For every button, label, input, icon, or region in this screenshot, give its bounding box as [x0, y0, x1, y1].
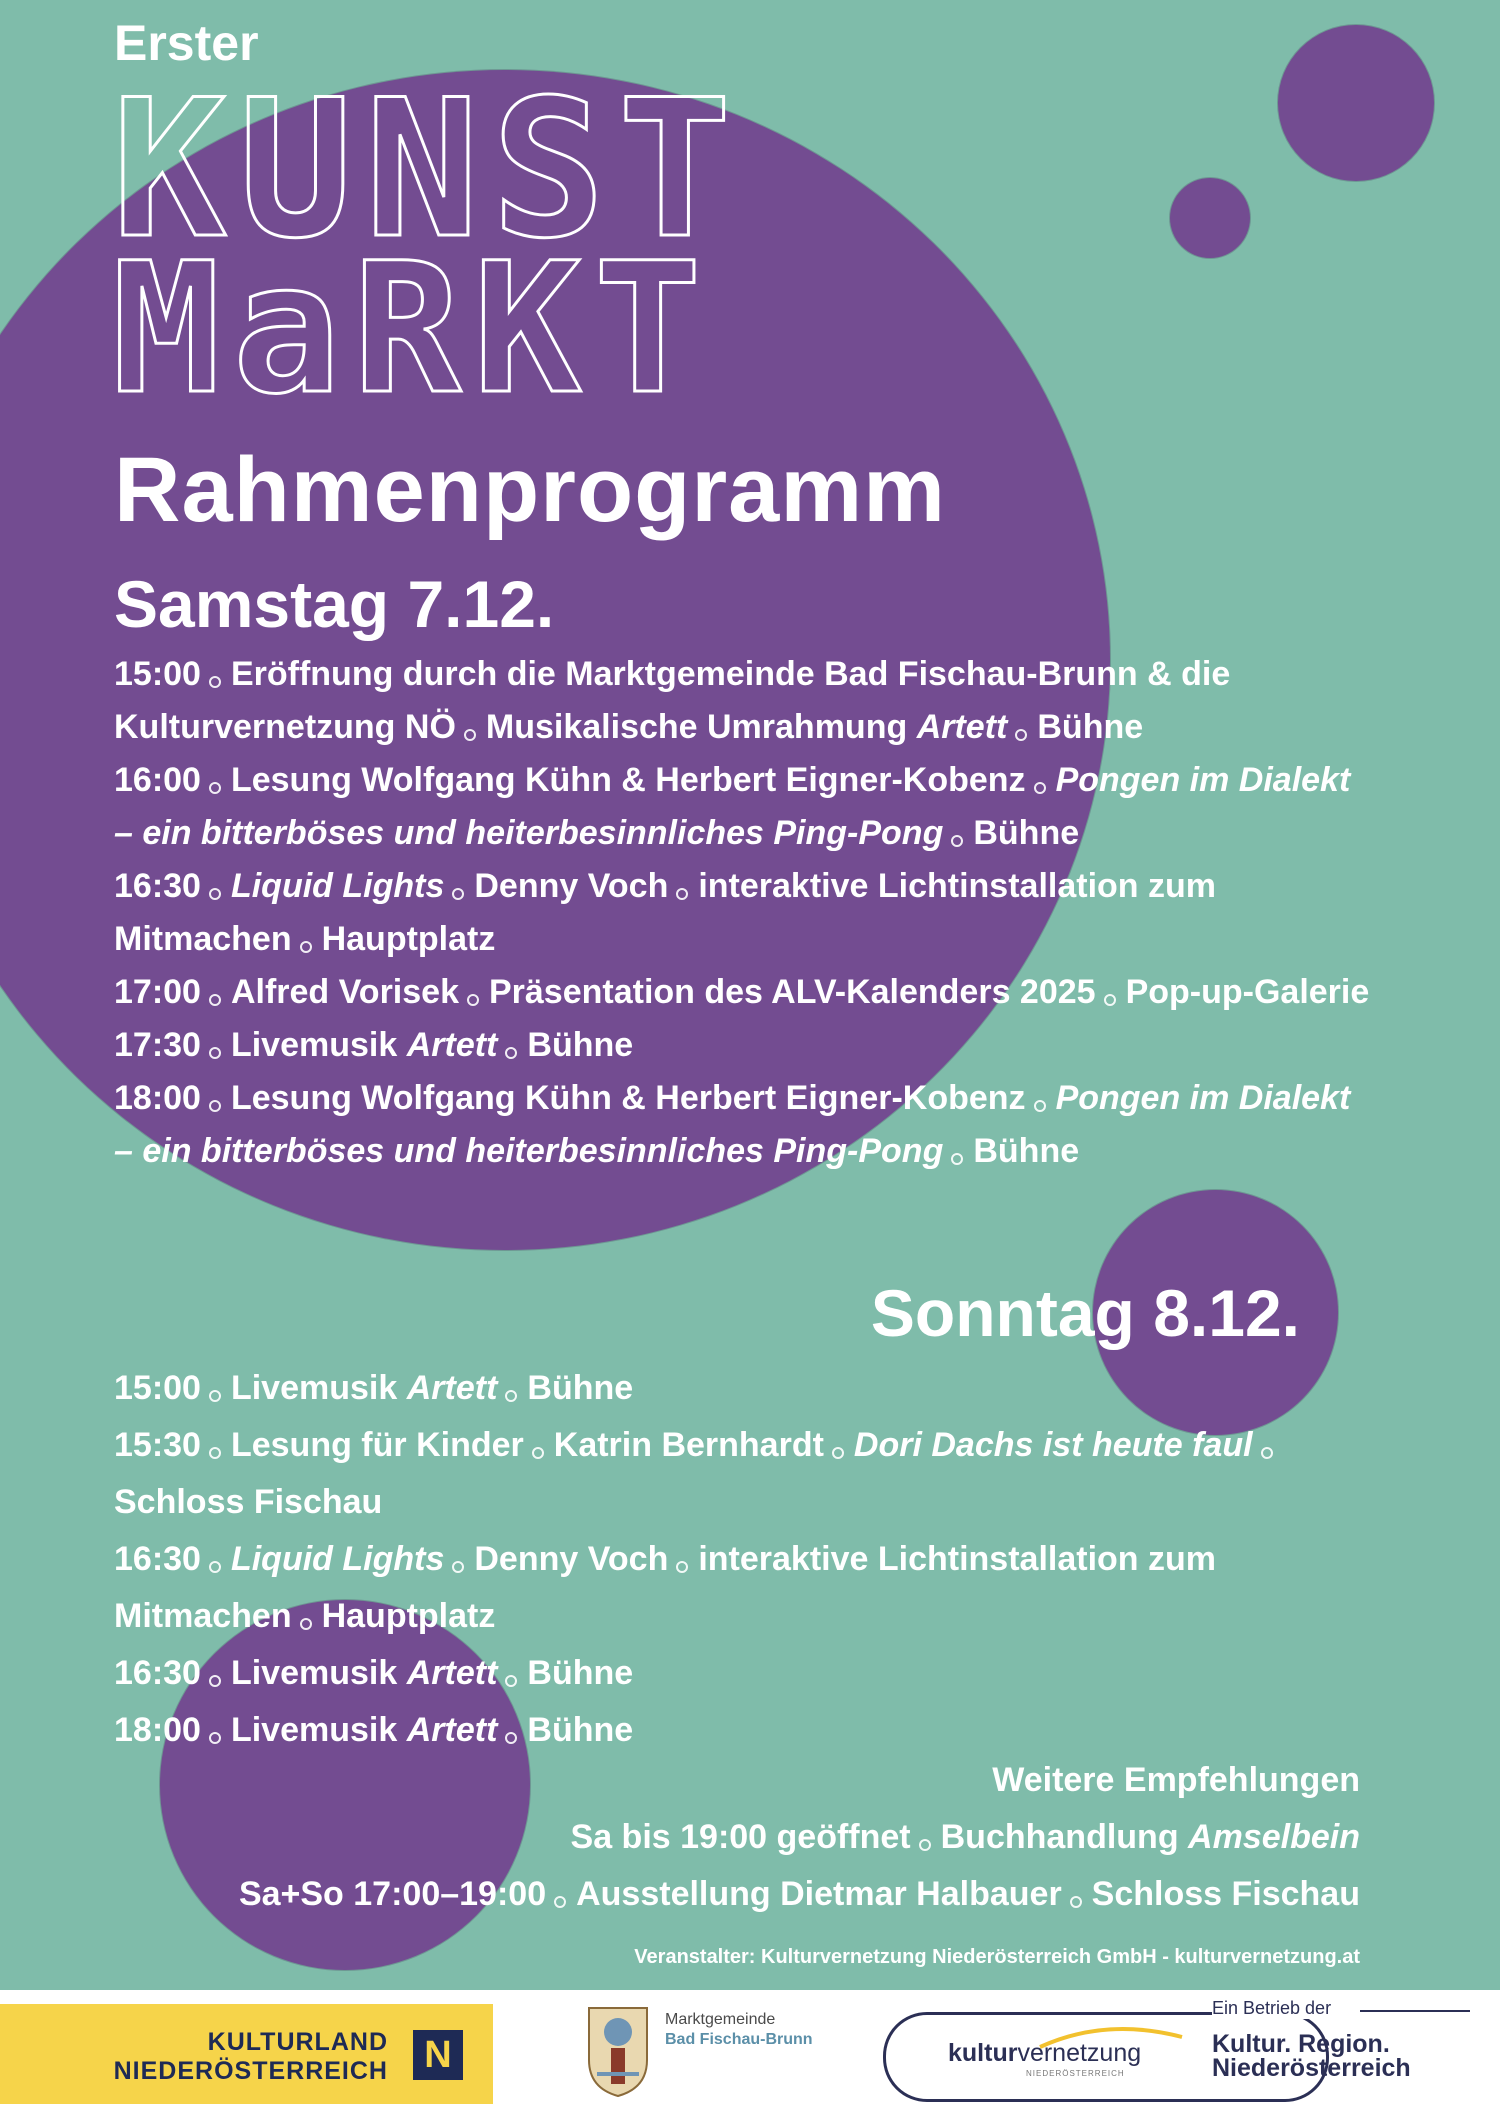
item-text: Lesung für Kinder: [230, 1426, 524, 1464]
separator-dot-icon: [209, 782, 221, 794]
separator-dot-icon: [951, 835, 963, 847]
separator-dot-icon: [209, 994, 221, 1006]
saturday-heading: Samstag 7.12.: [114, 567, 555, 641]
kv-bold: kultur: [948, 2039, 1018, 2067]
kr-line1: Kultur. Region.: [1212, 2030, 1390, 2058]
item-text: interaktive Lichtinstallation zum Mitmachen: [114, 867, 1216, 958]
marktgemeinde-logo-text: [665, 2010, 813, 2050]
item-place: Schloss Fischau: [114, 1483, 383, 1521]
separator-dot-icon: [1261, 1447, 1273, 1459]
item-place: Bühne: [527, 1654, 634, 1692]
program-item: [114, 648, 1374, 754]
separator-dot-icon: [1015, 729, 1027, 741]
item-title: Artett: [916, 708, 1008, 746]
separator-dot-icon: [1034, 782, 1046, 794]
item-text: Livemusik: [230, 1369, 398, 1407]
item-time: 16:00: [114, 761, 201, 799]
item-text: Denny Voch: [474, 867, 669, 905]
separator-dot-icon: [300, 941, 312, 953]
separator-dot-icon: [532, 1447, 544, 1459]
separator-dot-icon: [300, 1618, 312, 1630]
item-title: Artett: [406, 1369, 498, 1407]
separator-dot-icon: [919, 1839, 931, 1851]
kulturvernetzung-wordmark: [948, 2039, 1141, 2068]
recommendation-item: [239, 1866, 1360, 1923]
recommendation-place: Schloss Fischau: [1091, 1875, 1360, 1913]
item-time: 18:00: [114, 1711, 201, 1749]
recommendations-title: Weitere Empfehlungen: [992, 1761, 1360, 1799]
noe-badge-icon: N: [413, 2030, 463, 2080]
item-title: Artett: [406, 1026, 498, 1064]
item-time: 15:00: [114, 655, 201, 693]
separator-dot-icon: [209, 676, 221, 688]
item-place: Bühne: [527, 1369, 634, 1407]
item-title: Artett: [406, 1654, 498, 1692]
title-kunst: KUNST: [112, 59, 744, 280]
separator-dot-icon: [209, 1047, 221, 1059]
item-title: Pongen im Dialekt – ein bitterböses und heiterbesinnliches Ping-Pong: [114, 1079, 1351, 1170]
recommendation-text: Buchhandlung: [940, 1818, 1179, 1856]
separator-dot-icon: [554, 1896, 566, 1908]
program-item: [114, 860, 1374, 966]
kv-sub: NIEDERÖSTERREICH: [1026, 2069, 1125, 2078]
kulturland-logo: [0, 2004, 493, 2104]
item-text: Präsentation des ALV-Kalenders 2025: [488, 973, 1096, 1011]
title-markt: MaRKT: [112, 225, 714, 434]
betrieb-label: Ein Betrieb der: [1212, 1998, 1335, 2019]
recommendation-text: Sa+So 17:00–19:00: [238, 1875, 547, 1913]
item-text: Lesung Wolfgang Kühn & Herbert Eigner-Kobenz: [230, 761, 1026, 799]
recommendation-text: Sa bis 19:00 geöffnet: [570, 1818, 911, 1856]
item-text: Eröffnung durch die Marktgemeinde Bad Fischau-Brunn & die Kulturvernetzung NÖ: [114, 655, 1231, 746]
item-place: Bühne: [1037, 708, 1144, 746]
item-place: Pop-up-Galerie: [1125, 973, 1370, 1011]
item-title: Liquid Lights: [230, 867, 445, 905]
separator-dot-icon: [676, 1561, 688, 1573]
kulturland-wordmark: [114, 2028, 388, 2086]
sunday-program: [114, 1360, 1374, 1759]
separator-dot-icon: [209, 1561, 221, 1573]
separator-dot-icon: [452, 888, 464, 900]
item-text: interaktive Lichtinstallation zum Mitmachen: [114, 1540, 1216, 1635]
separator-dot-icon: [1034, 1100, 1046, 1112]
item-place: Hauptplatz: [321, 920, 496, 958]
program-item: [114, 1531, 1374, 1645]
program-item: [114, 1019, 1374, 1072]
page-title: Rahmenprogramm: [114, 439, 946, 541]
background-circle-small: [1170, 178, 1250, 258]
item-time: 15:00: [114, 1369, 201, 1407]
mg-line2: Bad Fischau-Brunn: [665, 2031, 813, 2048]
item-title: Artett: [406, 1711, 498, 1749]
program-item: [114, 1702, 1374, 1759]
item-title: Pongen im Dialekt – ein bitterböses und heiterbesinnliches Ping-Pong: [114, 761, 1351, 852]
item-time: 17:30: [114, 1026, 201, 1064]
kulturland-line2: NIEDERÖSTERREICH: [113, 2057, 388, 2085]
program-item: [114, 754, 1374, 860]
recommendations: [239, 1752, 1360, 1923]
separator-dot-icon: [209, 888, 221, 900]
separator-dot-icon: [209, 1732, 221, 1744]
kr-line2: Niederösterreich: [1212, 2054, 1411, 2082]
separator-dot-icon: [505, 1675, 517, 1687]
separator-dot-icon: [452, 1561, 464, 1573]
separator-dot-icon: [209, 1675, 221, 1687]
item-place: Bühne: [527, 1026, 634, 1064]
item-title: Liquid Lights: [230, 1540, 445, 1578]
coat-of-arms-icon: [585, 2004, 651, 2098]
item-text: Livemusik: [230, 1026, 398, 1064]
separator-dot-icon: [209, 1390, 221, 1402]
separator-dot-icon: [209, 1447, 221, 1459]
kulturland-line1: KULTURLAND: [207, 2028, 388, 2056]
item-place: Bühne: [973, 1132, 1080, 1170]
separator-dot-icon: [951, 1153, 963, 1165]
program-item: [114, 966, 1374, 1019]
organizer-line: Veranstalter: Kulturvernetzung Niederösterreich GmbH - kulturvernetzung.at: [634, 1946, 1360, 1968]
saturday-program: [114, 648, 1374, 1178]
item-place: Hauptplatz: [321, 1597, 496, 1635]
item-time: 18:00: [114, 1079, 201, 1117]
kicker-text: Erster: [114, 15, 259, 71]
separator-dot-icon: [1070, 1896, 1082, 1908]
background-circle-top-right: [1278, 25, 1434, 181]
item-time: 16:30: [114, 1654, 201, 1692]
sunday-heading: Sonntag 8.12.: [870, 1276, 1300, 1350]
separator-dot-icon: [467, 994, 479, 1006]
item-text: Livemusik: [230, 1654, 398, 1692]
kv-rest: vernetzung: [1017, 2039, 1142, 2067]
item-place: Bühne: [973, 814, 1080, 852]
separator-dot-icon: [209, 1100, 221, 1112]
item-text: Musikalische Umrahmung: [485, 708, 908, 746]
item-text: Alfred Vorisek: [230, 973, 459, 1011]
program-item: [114, 1072, 1374, 1178]
item-text: Denny Voch: [474, 1540, 669, 1578]
separator-dot-icon: [464, 729, 476, 741]
separator-dot-icon: [1104, 994, 1116, 1006]
item-time: 17:00: [114, 973, 201, 1011]
separator-dot-icon: [676, 888, 688, 900]
item-text: Livemusik: [230, 1711, 398, 1749]
program-item: [114, 1360, 1374, 1417]
mg-line1: Marktgemeinde: [665, 2011, 776, 2028]
kultur-region-logo: [1212, 2032, 1411, 2080]
item-text: Katrin Bernhardt: [553, 1426, 824, 1464]
footer: [0, 1990, 1500, 2118]
item-text: Lesung Wolfgang Kühn & Herbert Eigner-Kobenz: [230, 1079, 1026, 1117]
item-title: Dori Dachs ist heute faul: [853, 1426, 1253, 1464]
program-item: [114, 1645, 1374, 1702]
divider: [1360, 2010, 1470, 2012]
recommendation-item: [239, 1809, 1360, 1866]
separator-dot-icon: [505, 1732, 517, 1744]
program-item: [114, 1417, 1374, 1531]
recommendation-title: Amselbein: [1188, 1818, 1360, 1856]
item-time: 16:30: [114, 1540, 201, 1578]
recommendation-text: Ausstellung Dietmar Halbauer: [576, 1875, 1062, 1913]
separator-dot-icon: [832, 1447, 844, 1459]
item-time: 15:30: [114, 1426, 201, 1464]
separator-dot-icon: [505, 1390, 517, 1402]
item-time: 16:30: [114, 867, 201, 905]
separator-dot-icon: [505, 1047, 517, 1059]
item-place: Bühne: [527, 1711, 634, 1749]
